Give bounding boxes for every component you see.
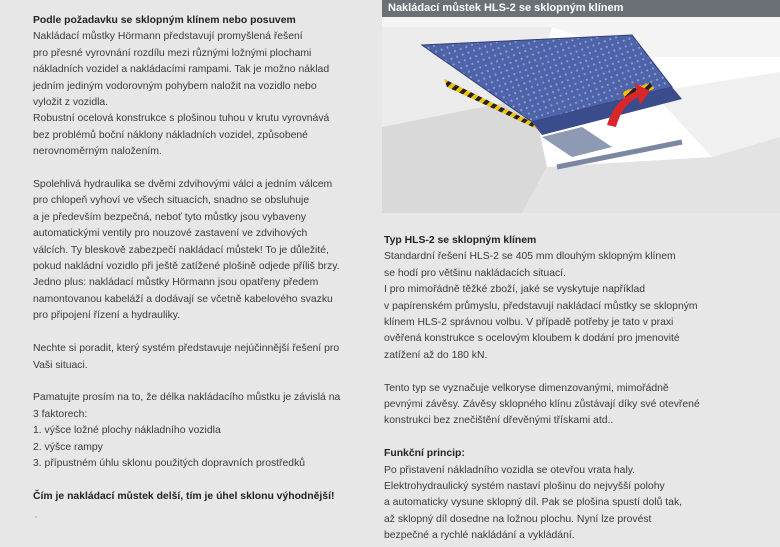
text-line: Vaši situaci. bbox=[33, 359, 88, 371]
text-line: válcích. Ty bleskově zabezpečí nakládací můstek! To je důležité, bbox=[33, 244, 329, 256]
text-line: Elektrohydraulický systém nastaví plošinu do nejvyšší polohy bbox=[384, 481, 665, 493]
list-item: 2. výšce rampy bbox=[33, 441, 103, 453]
text-line: a automaticky vysune sklopný díl. Pak se plošina spustí dolů tak, bbox=[384, 497, 683, 509]
left-paragraph-1 bbox=[33, 29, 373, 160]
text-line: až sklopný díl dosedne na ložnou plochu. Nyní lze provést bbox=[384, 513, 652, 525]
text-line: Nechte si poradit, který systém představuje nejúčinnější řešení pro bbox=[33, 343, 340, 355]
text-line: pokud nakládní vozidlo při ještě zatížené plošině odjede příliš brzy. bbox=[33, 261, 340, 273]
text-line: a je především bezpečná, neboť tyto můstky jsou vybaveny bbox=[33, 211, 307, 223]
text-line: Tento typ se vyznačuje velkoryse dimenzovanými, mimořádně bbox=[384, 382, 669, 394]
text-line: nerovnoměrným naložením. bbox=[33, 146, 162, 158]
right-paragraph-1 bbox=[384, 249, 774, 364]
text-line: klínem HLS-2 správnou volbu. V případě potřeby je tato v praxi bbox=[384, 317, 674, 329]
text-line: zatížení až do 180 kN. bbox=[384, 349, 488, 361]
text-line: bez problémů boční náklony nákladních vozidel, způsobené bbox=[33, 129, 308, 141]
left-column bbox=[33, 13, 373, 505]
text-line: Spolehlivá hydraulika se dvěmi zdvihovými válci a jedním válcem bbox=[33, 179, 333, 191]
text-line: Po přistavení nákladního vozidla se otevřou vrata haly. bbox=[384, 464, 636, 476]
text-line: Pamatujte prosím na to, že délka nakládacího můstku je závislá na bbox=[33, 392, 341, 404]
left-conclusion: Čím je nakládací můstek delší, tím je úhel sklonu výhodnější! bbox=[33, 490, 335, 502]
right-column bbox=[384, 233, 774, 545]
text-line: automatickými ventily pro nouzové zastavení ve zdvihových bbox=[33, 228, 308, 240]
text-line: v papírenském průmyslu, představují nakládací můstky se sklopným bbox=[384, 300, 698, 312]
list-item: 1. výšce ložné plochy nákladního vozidla bbox=[33, 425, 221, 437]
text-line: Nakládací můstky Hörmann představují promyšlená řešení bbox=[33, 31, 303, 43]
text-line: Jedno plus: nakládací můstky Hörmann jsou opatřeny předem bbox=[33, 277, 319, 289]
text-line: pro přesné vyrovnání rozdílu mezi různými ložnými plochami bbox=[33, 47, 312, 59]
text-line: namontovanou kabeláží a dodávají se včetně kabelového svazku bbox=[33, 293, 333, 305]
left-paragraph-2 bbox=[33, 177, 373, 325]
text-line: ověřená konstrukce s ocelovým kloubem k dodání pro jmenovité bbox=[384, 333, 680, 345]
right-heading-type: Typ HLS-2 se sklopným klínem bbox=[384, 235, 537, 246]
text-line: vyložit z vozidla. bbox=[33, 97, 109, 109]
text-line: Standardní řešení HLS-2 se 405 mm dlouhým sklopným klínem bbox=[384, 251, 676, 263]
text-line: pro připojení řízení a hydrauliky. bbox=[33, 310, 181, 322]
left-paragraph-4 bbox=[33, 390, 373, 472]
left-heading: Podle požadavku se sklopným klínem nebo posuvem bbox=[33, 15, 296, 26]
right-heading-function: Funkční princip: bbox=[384, 448, 465, 460]
text-line: I pro mimořádně těžké zboží, jaké se vyskytuje například bbox=[384, 284, 646, 296]
text-line: pro chlopeň vyhoví ve všech situacích, snadno se obsluhuje bbox=[33, 195, 310, 207]
dock-leveler-drawing bbox=[382, 17, 780, 213]
page-dot bbox=[35, 516, 37, 518]
text-line: se hodí pro většinu nakládacích situací. bbox=[384, 267, 566, 279]
text-line: Robustní ocelová konstrukce s plošinou tuhou v krutu vyrovnává bbox=[33, 113, 330, 125]
text-line: jedním jediným vodorovným pohybem naložit na vozidlo nebo bbox=[33, 80, 317, 92]
right-paragraph-2 bbox=[384, 381, 774, 430]
right-paragraph-3 bbox=[384, 463, 774, 545]
figure-title: Nakládací můstek HLS-2 se sklopným klínem bbox=[382, 0, 780, 17]
text-line: 3 faktorech: bbox=[33, 408, 88, 420]
text-line: nákladních vozidel a nakládacími rampami. Tak je možno náklad bbox=[33, 64, 330, 76]
text-line: bezpečné a rychlé nakládání a vykládání. bbox=[384, 530, 575, 542]
left-paragraph-3 bbox=[33, 341, 373, 374]
dock-leveler-illustration bbox=[382, 17, 780, 213]
text-line: pevnými závěsy. Závěsy sklopného klínu zůstávají díky své otevřené bbox=[384, 399, 700, 411]
text-line: konstrukci bez znečištění dřevěnými třískami atd.. bbox=[384, 415, 614, 427]
list-item: 3. přípustném úhlu sklonu použitých dopravních prostředků bbox=[33, 457, 306, 469]
